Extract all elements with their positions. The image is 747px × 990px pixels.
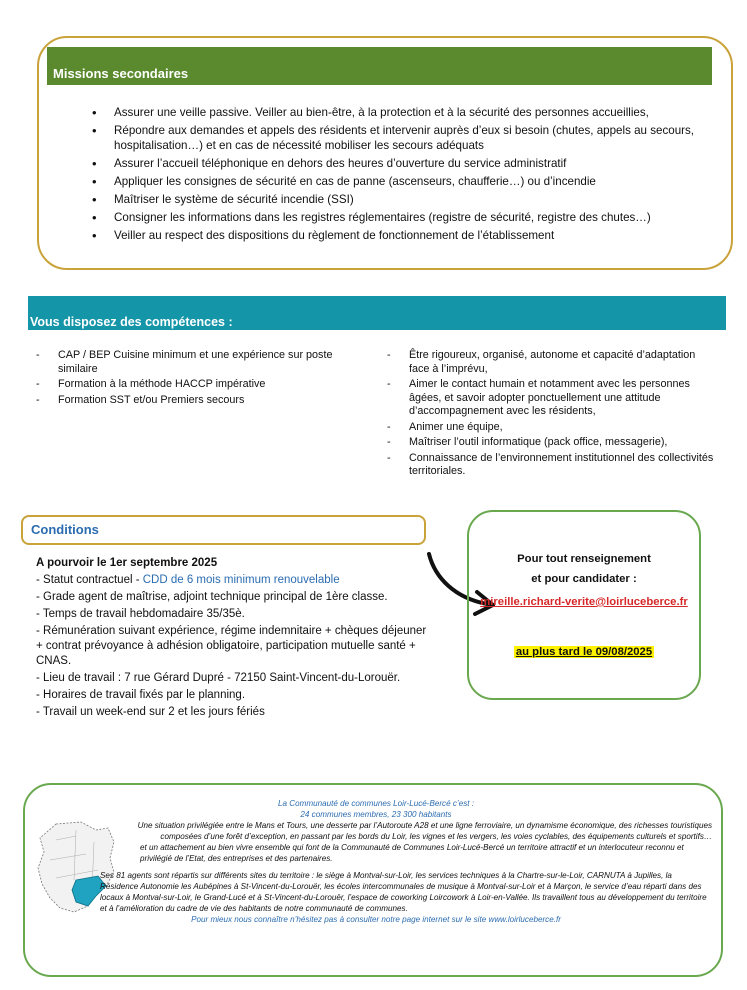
- conditions-title: Conditions: [31, 522, 99, 537]
- list-item: • Assurer une veille passive. Veiller au bien-être, à la protection et à la sécurité des personnes accueillies,: [92, 105, 722, 120]
- list-item: • Répondre aux demandes et appels des résidents et intervenir auprès d’eux si besoin (chutes, appels au secours, hospitalisation…) et en cas de nécessité mobiliser les secours adéquats: [92, 123, 722, 153]
- community-text: [40, 798, 712, 925]
- competences-right-list: [387, 349, 717, 481]
- list-item: [36, 573, 436, 588]
- list-item: • Consigner les informations dans les registres réglementaires (registre de sécurité, registre des chutes…): [92, 210, 722, 225]
- list-item: - Grade agent de maîtrise, adjoint technique principal de 1ère classe.: [36, 591, 388, 603]
- community-para-1: Une situation privilégiée entre le Mans et Tours, une desserte par l’Autoroute A28 et une ligne ferroviaire, un dynamisme économique, des richesses touristiques composées d’une forêt d’exception, en passant par les bords du Loir, les vignes et les vergers, les voies cyclables, des équipements culturels et sportifs…: [137, 821, 712, 841]
- list-item: • Maîtriser le système de sécurité incendie (SSI): [92, 192, 722, 207]
- competences-left-list: [36, 349, 346, 409]
- contact-heading: Pour tout renseignement: [517, 553, 651, 565]
- missions-title: Missions secondaires: [53, 66, 189, 81]
- deadline-label: [481, 646, 687, 658]
- list-item: - Rémunération suivant expérience, régime indemnitaire + chèques déjeuner + contrat prévoyance à adhésion obligatoire, participation mutuelle santé + CNAS.: [36, 625, 427, 667]
- community-title: La Communauté de communes Loir-Lucé-Bercé c’est :: [278, 799, 474, 808]
- community-para-3: Ses 81 agents sont répartis sur différents sites du territoire : le siège à Montval-sur-Loir, les services techniques à la Chartre-sur-le-Loir, CARNUTA à Jupilles, la Résidence Autonomie les Aubépines à St-Vincent-du-Lorouër, les écoles intercommunales de musique à Montval-sur-Loir et à Marçon, le service d’eau réparti dans des locaux à Montval-sur-Loir, le Grand-Lucé et à St-Vincent-du-Lorouër, l’espace de coworking Loircowork à Loir-en-Vallée. Ils travaillent tous au développement du territoire et à l’amélioration du cadre de vie des habitants de notre communauté de communes.: [100, 871, 707, 913]
- list-item: - Aimer le contact humain et notamment avec les personnes âgées, et savoir adopter ponctuellement une attitude d’accompagnement avec les résidents,: [387, 378, 717, 419]
- deadline-text: au plus tard le 09/08/2025: [515, 646, 653, 658]
- start-date: A pourvoir le 1er septembre 2025: [36, 557, 218, 569]
- community-footer[interactable]: Pour mieux nous connaître n’hésitez pas à consulter notre page internet sur le site www.loirluceberce.fr: [191, 915, 561, 924]
- list-item: - Connaissance de l’environnement institutionnel des collectivités territoriales.: [387, 452, 717, 479]
- list-item: • Appliquer les consignes de sécurité en cas de panne (ascenseurs, chaufferie…) ou d’incendie: [92, 174, 722, 189]
- community-subtitle: 24 communes membres, 23 300 habitants: [300, 810, 452, 819]
- list-item: - Lieu de travail : 7 rue Gérard Dupré - 72150 Saint-Vincent-du-Lorouër.: [36, 672, 401, 684]
- list-item: - Animer une équipe,: [387, 421, 717, 435]
- list-item: - Être rigoureux, organisé, autonome et capacité d’adaptation face à l’imprévu,: [387, 349, 717, 376]
- missions-list: [92, 105, 722, 246]
- list-item: - Horaires de travail fixés par le planning.: [36, 689, 246, 701]
- contact-email-link[interactable]: mireille.richard-verite@loirluceberce.fr: [480, 596, 688, 608]
- list-item: - CAP / BEP Cuisine minimum et une expérience sur poste similaire: [36, 349, 346, 376]
- statut-prefix: - Statut contractuel -: [36, 574, 143, 586]
- statut-value: CDD de 6 mois minimum renouvelable: [142, 574, 340, 586]
- list-item: - Temps de travail hebdomadaire 35/35è.: [36, 608, 245, 620]
- list-item: - Travail un week-end sur 2 et les jours fériés: [36, 706, 265, 718]
- list-item: - Formation SST et/ou Premiers secours: [36, 394, 346, 408]
- list-item: • Assurer l’accueil téléphonique en dehors des heures d’ouverture du service administratif: [92, 156, 722, 171]
- list-item: • Veiller au respect des dispositions du règlement de fonctionnement de l’établissement: [92, 228, 722, 243]
- competences-title: Vous disposez des compétences :: [30, 315, 233, 329]
- contact-subheading: et pour candidater :: [531, 573, 637, 585]
- list-item: - Maîtriser l’outil informatique (pack office, messagerie),: [387, 436, 717, 450]
- list-item: - Formation à la méthode HACCP impérative: [36, 378, 346, 392]
- community-para-2: et un attachement au bien vivre ensemble qui font de la Communauté de Communes Loir-Lucé-Bercé un territoire attractif et un interlocuteur reconnu et privilégié de l’Etat, des entreprises et des partenaires.: [140, 843, 684, 863]
- conditions-list: [36, 573, 436, 722]
